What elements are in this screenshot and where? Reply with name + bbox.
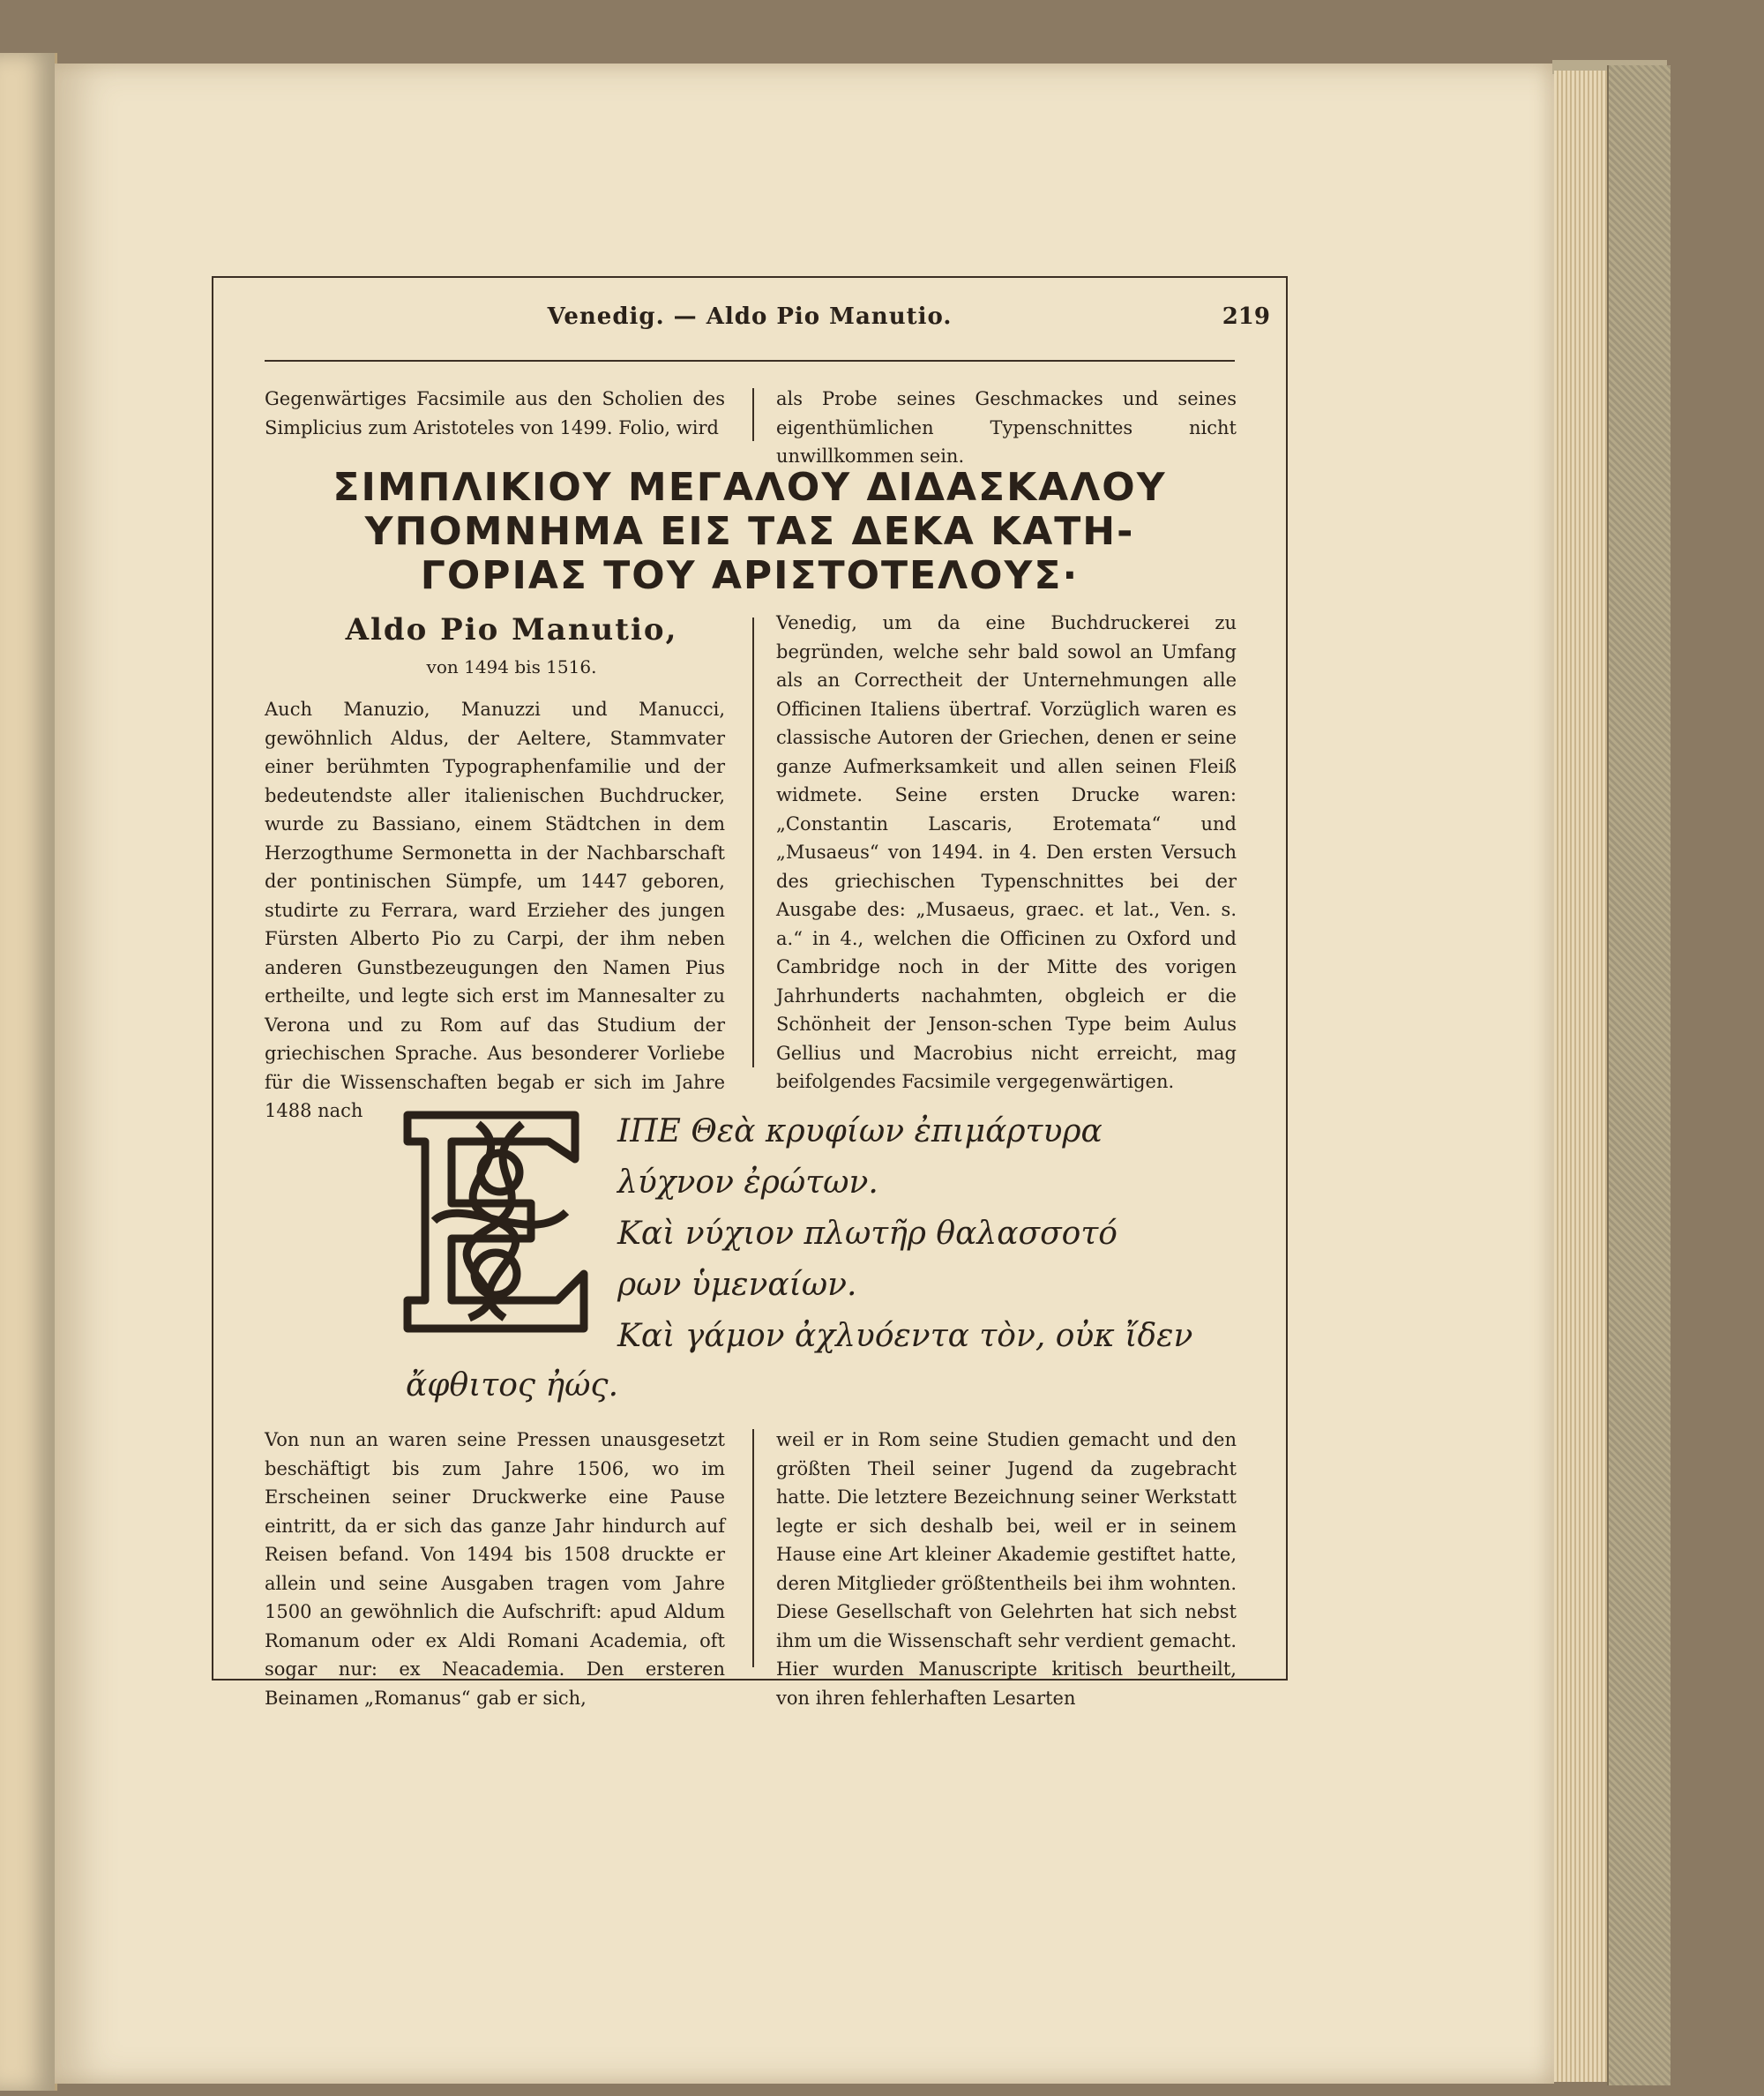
greek-heading-line-2: ΥΠΟΜΝΗΜΑ ΕΙΣ ΤΑΣ ΔΕΚΑ ΚΑΤΗ-: [364, 509, 1135, 554]
greek-heading-line-3: ΓΟΡΙΑΣ ΤΟΥ ΑΡΙΣΤΟΤΕΛΟΥΣ·: [420, 553, 1080, 598]
greek-facsimile-line-3: Καὶ νύχιον πλωτῆρ θαλασσοτό: [617, 1216, 1117, 1252]
body-bottom-left-column: [265, 1426, 725, 1712]
body-top-right-text: Venedig, um da eine Buchdruckerei zu begründen, welche sehr bald sowol an Umfang als an Correctheit der Unternehmungen alle Officinen Italiens übertraf. Vorzüglich waren es classische Autoren der Griechen, denen er seine ganze Aufmerksamkeit und allen seinen Fleiß widmete. Seine ersten Drucke waren: „Constantin Lascaris, Erotemata“ und „Musaeus“ von 1494. in 4. Den ersten Versuch des griechischen Typenschnittes bei der Ausgabe des: „Musaeus, graec. et lat., Ven. s. a.“ in 4., welchen die Officinen zu Oxford und Cambridge noch in der Mitte des vorigen Jahrhunderts nachahmten, obgleich er die Schönheit der Jenson-schen Type beim Aulus Gellius und Macrobius nicht erreicht, mag beifolgendes Facsimile vergegenwärtigen.: [776, 612, 1237, 1092]
book-cover-spine: [1607, 65, 1671, 2085]
greek-facsimile-line-4: ρων ὑμεναίων.: [617, 1267, 857, 1303]
ornamental-initial: [399, 1106, 594, 1337]
intro-right-text: als Probe seines Geschmackes und seines eigenthümlichen Typenschnittes nicht unwillkommen sein.: [776, 388, 1237, 467]
greek-facsimile-line-6: ἄφθιτος ἠώς.: [406, 1367, 619, 1404]
page-number: 219: [1222, 303, 1270, 330]
running-header: Venedig. — Aldo Pio Manutio.: [547, 303, 953, 330]
intro-left-column: [265, 385, 725, 442]
greek-facsimile-line-2: λύχνον ἐρώτων.: [617, 1164, 878, 1201]
body-bottom-right-column: [776, 1426, 1237, 1712]
column-divider: [752, 388, 754, 441]
intro-right-column: [776, 385, 1237, 471]
body-top-left-text: Auch Manuzio, Manuzzi und Manucci, gewöhnlich Aldus, der Aeltere, Stammvater einer berühmten Typographenfamilie und der bedeutendste aller italienischen Buchdrucker, wurde zu Bassiano, einem Städtchen in dem Herzogthume Sermonetta in der Nachbarschaft der pontinischen Sümpfe, um 1447 geboren, studirte zu Ferrara, ward Erzieher des jungen Fürsten Alberto Pio zu Carpi, der ihm neben anderen Gunstbezeugungen den Namen Pius ertheilte, und legte sich erst im Mannesalter zu Verona und zu Rom auf das Studium der griechischen Sprache. Aus besonderer Vorliebe für die Wissenschaften begab er sich im Jahre 1488 nach: [265, 699, 725, 1121]
section-title: Aldo Pio Manutio,: [345, 612, 678, 648]
body-top-right-column: [776, 609, 1237, 1097]
header-rule: [265, 360, 1235, 362]
facing-page-edge: [0, 53, 57, 2091]
section-subtitle: von 1494 bis 1516.: [426, 656, 597, 677]
body-bottom-right-text: weil er in Rom seine Studien gemacht und den größten Theil seiner Jugend da zugebracht hatte. Die letztere Bezeichnung seiner Werkstatt legte er sich deshalb bei, weil er in seinem Hause eine Art kleiner Akademie gestiftet hatte, deren Mitglieder größtentheils bei ihm wohnten. Diese Gesellschaft von Gelehrten hat sich nebst ihm um die Wissenschaft sehr verdient gemacht. Hier wurden Manuscripte kritisch beurtheilt, von ihren fehlerhaften Lesarten: [776, 1429, 1237, 1709]
column-divider: [752, 1429, 754, 1667]
intro-left-text: Gegenwärtiges Facsimile aus den Scholien des Simplicius zum Aristoteles von 1499. Folio, wird: [265, 388, 725, 438]
page-edges: [1554, 71, 1607, 2082]
greek-facsimile-line-5: Καὶ γάμον ἀχλυόεντα τὸν, οὐκ ἴδεν: [617, 1318, 1193, 1354]
greek-facsimile-line-1: ΙΠΕ Θεὰ κρυφίων ἐπιμάρτυρα: [617, 1113, 1102, 1149]
body-bottom-left-text: Von nun an waren seine Pressen unausgesetzt beschäftigt bis zum Jahre 1506, wo im Erscheinen seiner Druckwerke eine Pause eintritt, da er sich das ganze Jahr hindurch auf Reisen befand. Von 1494 bis 1508 druckte er allein und seine Ausgaben tragen vom Jahre 1500 an gewöhnlich die Aufschrift: apud Aldum Romanum oder ex Aldi Romani Academia, oft sogar nur: ex Neacademia. Den ersteren Beinamen „Romanus“ gab er sich,: [265, 1429, 725, 1709]
body-top-left-column: [265, 695, 725, 1126]
column-divider: [752, 618, 754, 1067]
greek-heading-line-1: ΣΙΜΠΛΙΚΙΟΥ ΜΕΓΑΛΟΥ ΔΙΔΑΣΚΑΛΟΥ: [333, 465, 1167, 510]
